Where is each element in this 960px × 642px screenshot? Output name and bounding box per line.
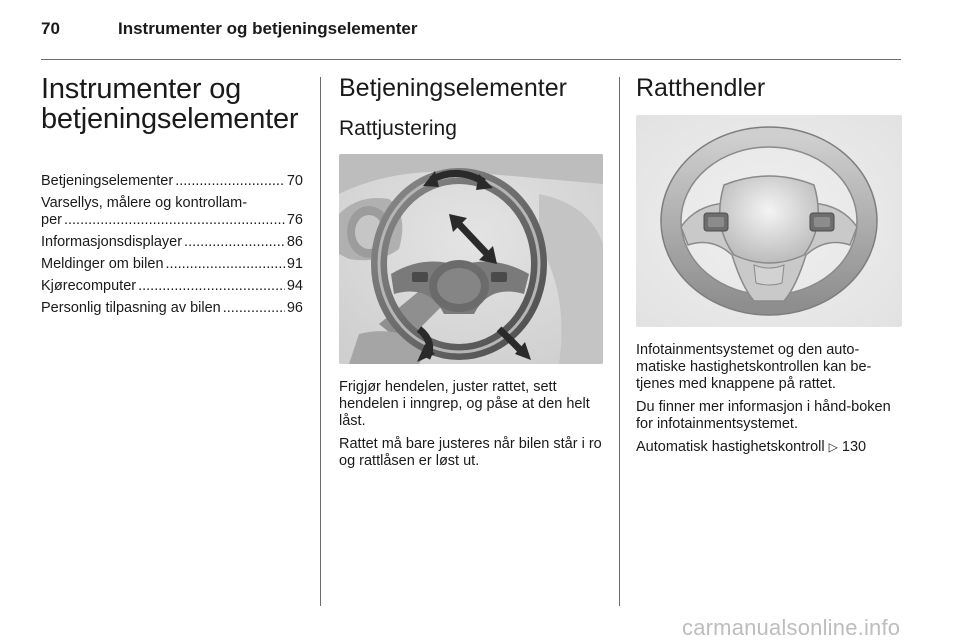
toc-leader [184,234,285,251]
toc-entry[interactable]: Meldinger om bilen ..... 91 [41,256,303,273]
chapter-toc [41,173,303,317]
toc-entry[interactable]: Personlig tilpasning av bilen ..... 96 [41,300,303,317]
running-header-title: Instrumenter og betjeningselementer [118,19,418,38]
watermark: carmanualsonline.info [682,615,901,640]
header-rule [41,59,901,60]
column-divider [320,77,321,606]
column-divider [619,77,620,606]
paragraph: Frigjør hendelen, juster rattet, sett hendelen i inngrep, og påse at den helt låst. [339,379,590,429]
page-reference-icon: ▷ [828,440,838,454]
steering-controls-column [636,74,902,462]
steering-adjust-text [339,379,603,470]
toc-entry[interactable]: Informasjonsdisplayer ..... 86 [41,234,303,251]
section-title: Betjeningselementer [339,74,567,102]
toc-entry[interactable]: Kjørecomputer ..... 94 [41,278,303,295]
toc-leader [64,212,285,229]
steering-controls-text [636,342,902,456]
toc-entry[interactable]: Betjeningselementer ..... 70 [41,173,303,190]
chapter-title: Instrumenter og betjeningselementer [41,73,299,135]
steering-adjustment-illustration [339,154,603,364]
cross-reference[interactable]: Automatisk hastighetskontroll ▷ 130 [636,439,867,455]
toc-leader [223,300,285,317]
section-title: Ratthendler [636,74,766,102]
toc-leader [166,256,285,273]
steering-wheel-controls-illustration [636,115,902,327]
paragraph: Rattet må bare justeres når bilen står i ro og rattlåsen er løst ut. [339,436,602,469]
subsection-title: Rattjustering [339,117,457,140]
page-number: 70 [41,19,60,38]
toc-leader [175,173,285,190]
toc-leader [138,278,285,295]
toc-entry[interactable]: Varsellys, målere og kontrollam- per ..... 76 [41,195,303,229]
steering-wheel-drawing [636,115,902,327]
paragraph: Du finner mer informasjon i hånd-boken for infotainmentsystemet. [636,399,891,432]
steering-adjust-column [339,74,603,476]
steering-adjustment-drawing [339,154,603,364]
paragraph: Infotainmentsystemet og den auto-matiske hastighetskontrollen kan be-tjenes med knappene på rattet. [636,342,872,392]
page-header [41,19,901,49]
chapter-column [41,74,303,322]
